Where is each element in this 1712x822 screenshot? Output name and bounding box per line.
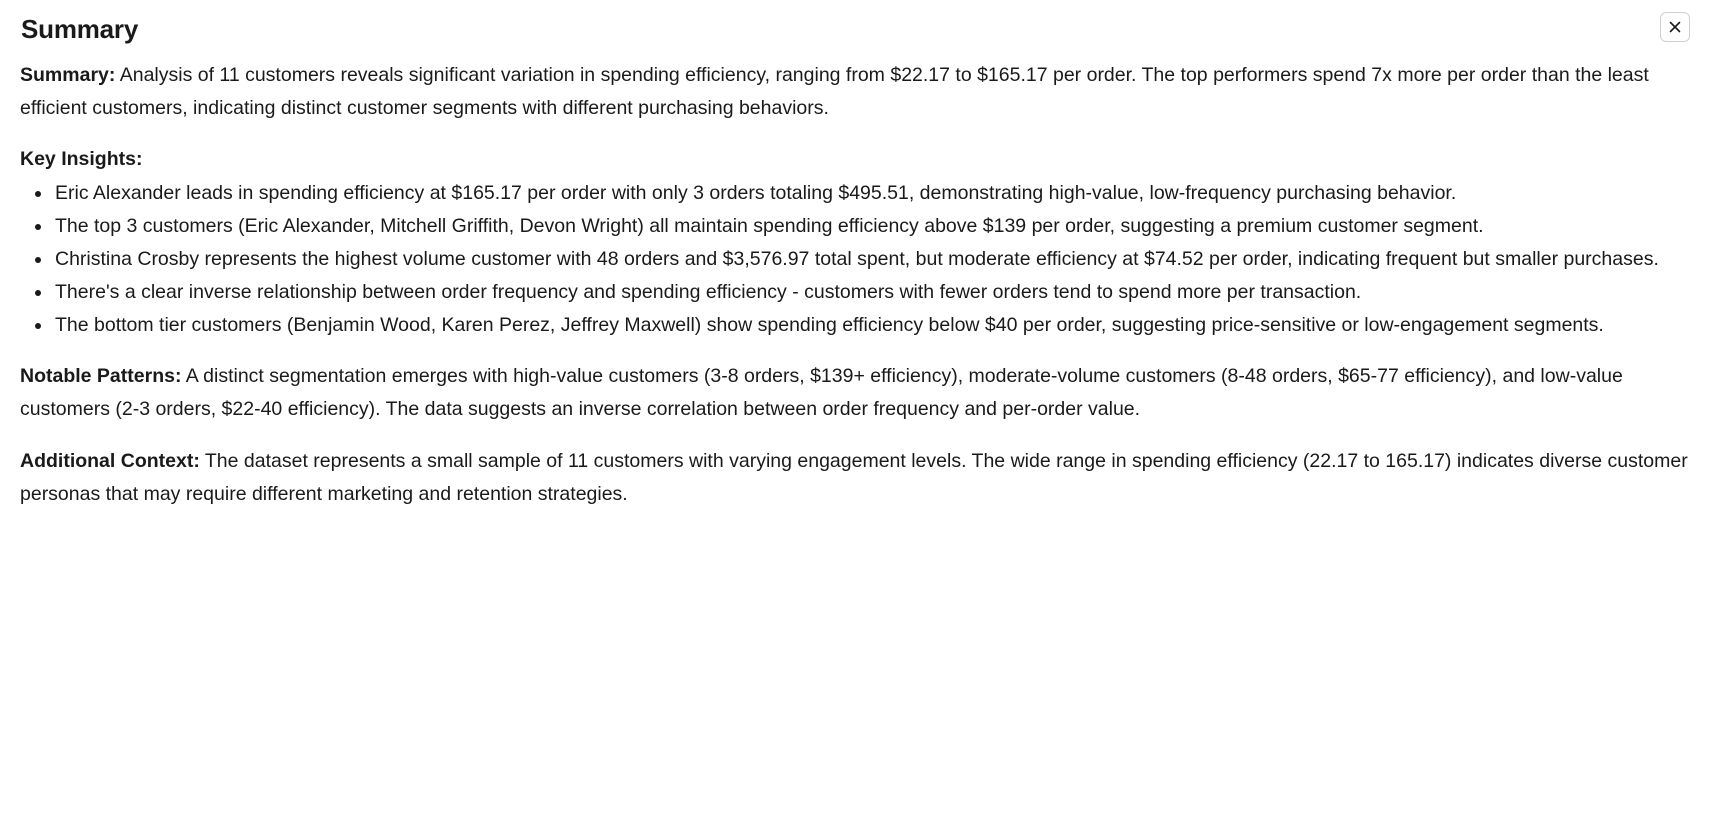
notable-patterns-text: A distinct segmentation emerges with high-value customers (3-8 orders, $139+ efficiency), moderate-volume customers (8-48 orders, $65-77 efficiency), and low-value customers (2-3 orders, $22-40 efficiency). The data suggests an inverse correlation between order frequency and per-order value. <box>20 365 1623 421</box>
key-insights-list <box>20 177 1692 343</box>
summary-label: Summary: <box>20 64 116 87</box>
notable-patterns-paragraph <box>20 360 1692 426</box>
list-item: • There's a clear inverse relationship between order frequency and spending efficiency - customers with fewer orders tend to spend more per transaction. <box>53 276 1692 309</box>
close-icon <box>1668 20 1682 34</box>
spacer <box>20 427 1692 445</box>
summary-paragraph <box>20 59 1692 125</box>
close-button[interactable] <box>1660 12 1690 42</box>
additional-context-text: The dataset represents a small sample of 11 customers with varying engagement levels. The wide range in spending efficiency (22.17 to 165.17) indicates diverse customer personas that may require different marketing and retention strategies. <box>20 449 1688 505</box>
page-title: Summary <box>21 14 139 44</box>
summary-text: Analysis of 11 customers reveals significant variation in spending efficiency, ranging from $22.17 to $165.17 per order. The top performers spend 7x more per order than the least efficient customers, indicating distinct customer segments with different purchasing behaviors. <box>20 64 1649 120</box>
additional-context-paragraph <box>20 445 1692 511</box>
spacer <box>20 342 1692 360</box>
summary-content <box>20 59 1692 511</box>
notable-patterns-label: Notable Patterns: <box>20 365 182 388</box>
additional-context-label: Additional Context: <box>20 449 200 472</box>
list-item: • Eric Alexander leads in spending efficiency at $165.17 per order with only 3 orders totaling $495.51, demonstrating high-value, low-frequency purchasing behavior. <box>53 177 1692 210</box>
panel-header <box>20 14 1692 45</box>
list-item: • The top 3 customers (Eric Alexander, Mitchell Griffith, Devon Wright) all maintain spending efficiency above $139 per order, suggesting a premium customer segment. <box>53 210 1692 243</box>
list-item: • Christina Crosby represents the highest volume customer with 48 orders and $3,576.97 total spent, but moderate efficiency at $74.52 per order, indicating frequent but smaller purchases. <box>53 243 1692 276</box>
list-item: • The bottom tier customers (Benjamin Wood, Karen Perez, Jeffrey Maxwell) show spending efficiency below $40 per order, suggesting price-sensitive or low-engagement segments. <box>53 309 1692 342</box>
key-insights-heading: Key Insights: <box>20 148 143 171</box>
